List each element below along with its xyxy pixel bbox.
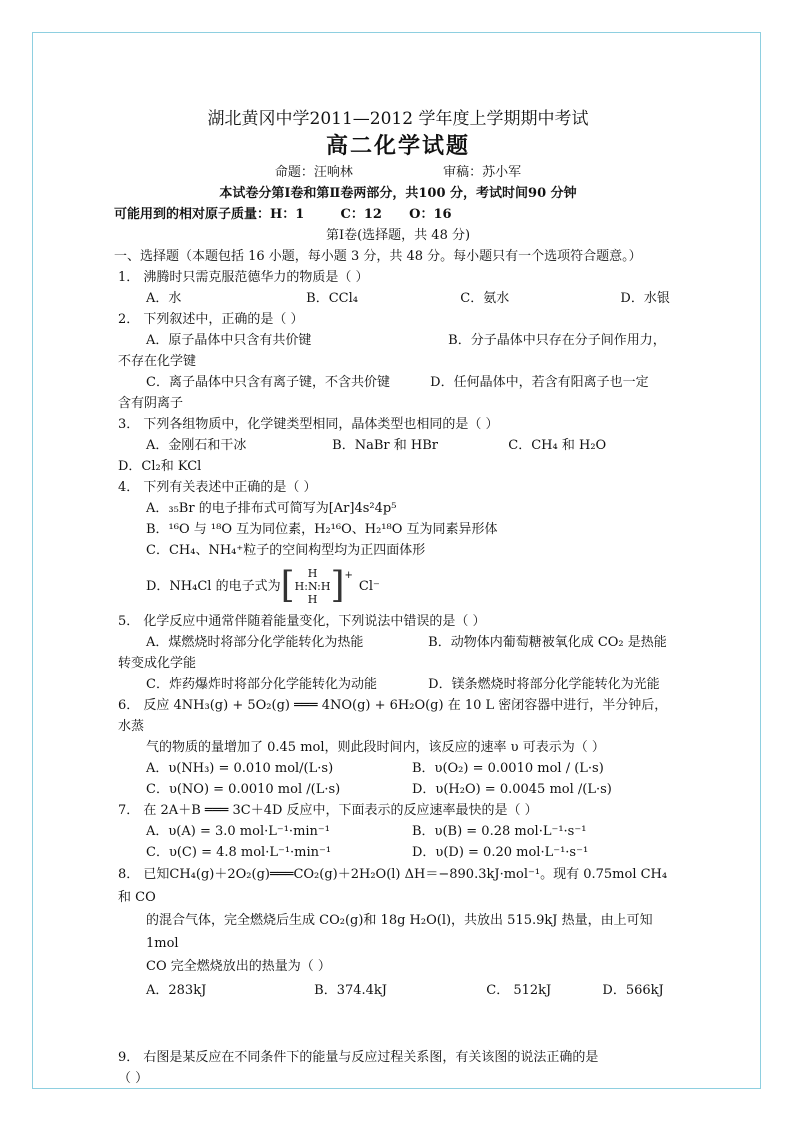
- option-d: D．水银: [620, 291, 670, 306]
- option-c: C．υ(C) = 4.8 mol·L⁻¹·min⁻¹: [146, 845, 332, 860]
- spacer: [118, 1003, 678, 1047]
- question-8-options: [118, 978, 678, 1003]
- exam-title: 湖北黄冈中学2011—2012 学年度上学期期中考试: [207, 109, 589, 129]
- question-5-stem: 5． 化学反应中通常伴随着能量变化，下列说法中错误的是（ ）: [118, 614, 486, 629]
- option-b: B．动物体内葡萄糖被氧化成 CO₂ 是热能: [428, 635, 667, 650]
- question-4-stem: 4． 下列有关表述中正确的是（ ）: [118, 480, 317, 495]
- exam-info: 本试卷分第Ⅰ卷和第Ⅱ卷两部分，共100 分，考试时间90 分钟: [219, 186, 577, 201]
- question-1-stem: 1． 沸腾时只需克服范德华力的物质是（ ）: [118, 270, 369, 285]
- question-6-cd: [118, 779, 678, 800]
- option-b-continued: 不存在化学键: [118, 354, 197, 369]
- atomic-mass-line: 可能用到的相对原子质量：H：1 C：12 O：16: [114, 207, 452, 222]
- formula-bottom: H: [307, 592, 318, 606]
- option-a: A．水: [146, 291, 182, 306]
- question-6-stem: 6． 反应 4NH₃(g) + 5O₂(g) ═══ 4NO(g) + 6H₂O(g) 在 10 L 密闭容器中进行，半分钟后，水蒸: [118, 698, 668, 734]
- question-8-stem-continued: 的混合气体，完全燃烧后生成 CO₂(g)和 18g H₂O(l)，共放出 515.9kJ 热量，由上可知 1mol: [146, 913, 653, 951]
- left-bracket: [: [280, 565, 295, 606]
- question-7-cd: [118, 842, 678, 863]
- option-d: D．υ(H₂O) = 0.0045 mol /(L·s): [412, 782, 612, 797]
- author-label: 命题：汪响林: [274, 165, 353, 180]
- option-a: A．原子晶体中只含有共价键: [146, 333, 312, 348]
- option-a: A．₃₅Br 的电子排布式可简写为[Ar]4s²4p⁵: [146, 501, 397, 516]
- option-c: C．氨水: [460, 291, 510, 306]
- exam-content: [114, 106, 678, 1089]
- option-b-continued: 转变成化学能: [118, 656, 197, 671]
- question-7-stem: 7． 在 2A＋B ═══ 3C＋4D 反应中，下面表示的反应速率最快的是（ ）: [118, 803, 538, 818]
- option-b: B．υ(B) = 0.28 mol·L⁻¹·s⁻¹: [412, 824, 587, 839]
- question-5-cd: [118, 674, 678, 695]
- option-a: A．υ(A) = 3.0 mol·L⁻¹·min⁻¹: [146, 824, 330, 839]
- question-6-ab: [118, 758, 678, 779]
- option-c: C．CH₄、NH₄⁺粒子的空间构型均为正四面体形: [146, 543, 426, 558]
- option-a: A．金刚石和干冰: [146, 438, 247, 453]
- option-b: B．υ(O₂) = 0.0010 mol / (L·s): [412, 761, 604, 776]
- question-8-stem-continued-2: CO 完全燃烧放出的热量为（ ）: [146, 959, 331, 974]
- option-d: [118, 561, 678, 611]
- charge-plus: +: [344, 570, 353, 581]
- electron-formula: [295, 567, 331, 606]
- question-2-ab: [118, 330, 678, 351]
- reviewer-label: 审稿：苏小军: [443, 165, 522, 180]
- chloride-ion: Cl⁻: [358, 578, 380, 594]
- question-3-stem: 3． 下列各组物质中，化学键类型相同，晶体类型也相同的是（ ）: [118, 417, 499, 432]
- question-2-cd: [118, 372, 678, 393]
- question-8-stem: 8． 已知CH₄(g)＋2O₂(g)═══CO₂(g)＋2H₂O(l) ΔH＝−890.3kJ·mol⁻¹。现有 0.75mol CH₄ 和 CO: [118, 867, 668, 905]
- option-c: C． 512kJ: [486, 983, 552, 998]
- question-2-stem: 2． 下列叙述中，正确的是（ ）: [118, 312, 304, 327]
- formula-top: H: [307, 566, 318, 580]
- subject-title: 高二化学试题: [325, 134, 470, 159]
- option-c: C．炸药爆炸时将部分化学能转化为动能: [146, 677, 377, 692]
- question-3-options: [118, 435, 678, 456]
- option-c: C．离子晶体中只含有离子键，不含共价键: [146, 375, 390, 390]
- option-d: D．镁条燃烧时将部分化学能转化为光能: [428, 677, 660, 692]
- option-c: C．CH₄ 和 H₂O: [508, 438, 607, 453]
- option-d: D．Cl₂和 KCl: [118, 459, 202, 474]
- option-d-prefix: D．NH₄Cl 的电子式为: [146, 578, 281, 594]
- formula-middle: H:N:H: [294, 579, 331, 593]
- option-d: D．任何晶体中，若含有阳离子也一定: [430, 375, 649, 390]
- option-c: C．υ(NO) = 0.0010 mol /(L·s): [146, 782, 341, 797]
- option-d-continued: 含有阴离子: [118, 396, 184, 411]
- question-6-stem-continued: 气的物质的量增加了 0.45 mol，则此段时间内，该反应的速率 υ 可表示为（ ）: [146, 740, 605, 755]
- option-b: B．NaBr 和 HBr: [332, 438, 438, 453]
- option-b: B．374.4kJ: [314, 983, 387, 998]
- question-5-ab: [118, 632, 678, 653]
- option-b: B．¹⁶O 与 ¹⁸O 互为同位素，H₂¹⁶O、H₂¹⁸O 互为同素异形体: [146, 522, 498, 537]
- option-b: B．CCl₄: [306, 291, 358, 306]
- option-a: A．υ(NH₃) = 0.010 mol/(L·s): [146, 761, 334, 776]
- question-7-ab: [118, 821, 678, 842]
- question-1-options: [118, 288, 678, 309]
- author-line: [118, 162, 678, 183]
- right-bracket: ]: [330, 565, 345, 606]
- option-d: D．566kJ: [602, 983, 664, 998]
- question-9-stem: 9． 右图是某反应在不同条件下的能量与反应过程关系图，有关该图的说法正确的是: [118, 1050, 599, 1065]
- option-b: B．分子晶体中只存在分子间作用力，: [448, 333, 666, 348]
- section-intro: 一、选择题（本题包括 16 小题，每小题 3 分，共 48 分。每小题只有一个选项符合题意。）: [114, 249, 642, 264]
- option-a: A．煤燃烧时将部分化学能转化为热能: [146, 635, 364, 650]
- question-9-stem-continued: （ ）: [118, 1071, 149, 1086]
- part1-title: 第Ⅰ卷(选择题，共 48 分): [325, 228, 471, 243]
- option-a: A．283kJ: [146, 983, 207, 998]
- option-d: D．υ(D) = 0.20 mol·L⁻¹·s⁻¹: [412, 845, 589, 860]
